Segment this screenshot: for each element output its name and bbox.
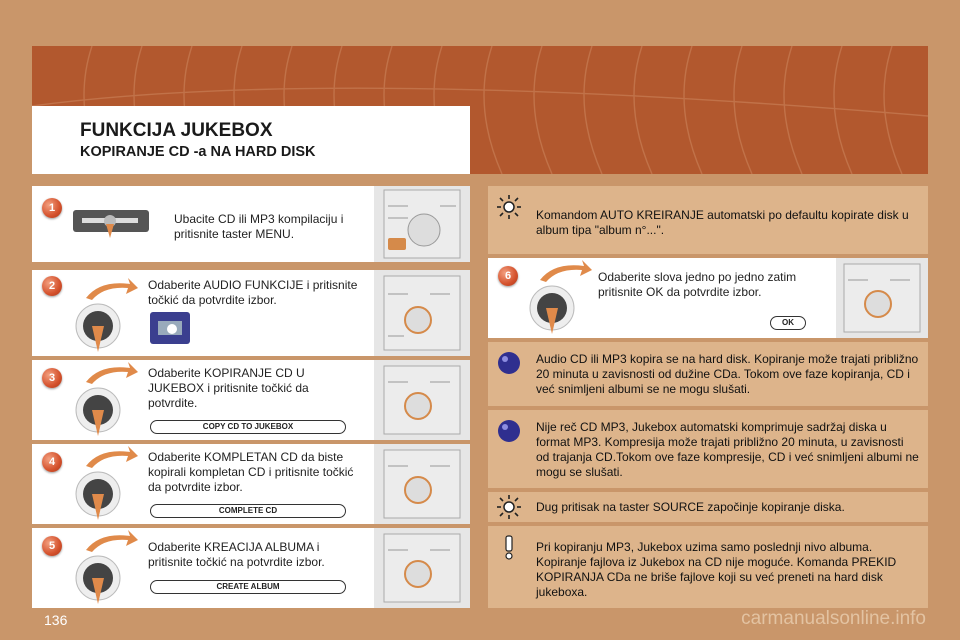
step-2 — [32, 270, 470, 356]
radio-panel-knob — [836, 258, 928, 338]
watermark: carmanualsonline.info — [741, 608, 926, 629]
page-number: 136 — [44, 612, 68, 628]
note-auto-create — [488, 186, 928, 254]
step-6 — [488, 258, 928, 338]
step-number: 3 — [42, 368, 62, 388]
menu-option-pill: COPY CD TO JUKEBOX — [150, 420, 346, 434]
step-text: Odaberite KREACIJA ALBUMA i pritisnite točkić na potvrdite izbor. — [148, 540, 325, 569]
rotary-knob-icon — [524, 260, 594, 338]
rotary-knob-icon — [70, 362, 140, 440]
note-compression — [488, 410, 928, 488]
warning-icon — [496, 534, 522, 560]
radio-panel-knob — [374, 528, 470, 608]
note-text: Audio CD ili MP3 kopira se na hard disk. Kopiranje može trajati približno 20 minuta u zavisnosti od dužine CDa. Tokom ove faze kopiranja, CD i već snimljeni albumi se ne mogu slušati. — [536, 352, 919, 396]
step-number: 5 — [42, 536, 62, 556]
step-4 — [32, 444, 470, 524]
radio-panel-knob — [374, 270, 470, 356]
step-number: 6 — [498, 266, 518, 286]
step-text: Odaberite AUDIO FUNKCIJE i pritisnite točkić da potvrdite izbor. — [148, 278, 358, 307]
page-title: FUNKCIJA JUKEBOX — [80, 120, 273, 141]
note-warning — [488, 526, 928, 608]
step-number: 2 — [42, 276, 62, 296]
step-3 — [32, 360, 470, 440]
note-copy-time — [488, 342, 928, 406]
menu-option-pill: COMPLETE CD — [150, 504, 346, 518]
note-text: Nije reč CD MP3, Jukebox automatski komprimuje sadržaj diska u format MP3. Kompresija može trajati približno 20 minuta, u zavisnosti od trajanja CD.Tokom ove faze kompresije, CD i već snimljeni albumi ne mogu se slušati. — [536, 420, 919, 479]
audio-function-icon — [150, 312, 190, 344]
step-text: Odaberite KOMPLETAN CD da biste kopirali kompletan CD i pritisnite točkić da potvrdite izbor. — [148, 450, 354, 494]
radio-panel-knob — [374, 444, 470, 524]
rotary-knob-icon — [70, 446, 140, 524]
radio-panel-menu — [374, 186, 470, 262]
step-text: Odaberite slova jedno po jedno zatim pritisnite OK da potvrdite izbor. — [598, 270, 797, 299]
ok-pill: OK — [770, 316, 806, 330]
sun-tip-icon — [496, 194, 522, 220]
info-dot-icon — [496, 350, 522, 376]
info-dot-icon — [496, 418, 522, 444]
step-number: 4 — [42, 452, 62, 472]
step-1 — [32, 186, 470, 262]
menu-option-pill: CREATE ALBUM — [150, 580, 346, 594]
sun-tip-icon — [496, 494, 522, 520]
radio-panel-knob — [374, 360, 470, 440]
step-text: Odaberite KOPIRANJE CD U JUKEBOX i pritisnite točkić da potvrdite. — [148, 366, 309, 410]
rotary-knob-icon — [70, 530, 140, 608]
page-subtitle: KOPIRANJE CD -a NA HARD DISK — [80, 144, 316, 160]
cd-slot-icon — [72, 204, 150, 238]
note-text: Dug pritisak na taster SOURCE započinje kopiranje diska. — [536, 500, 845, 514]
note-text: Komandom AUTO KREIRANJE automatski po defaultu kopirate disk u album tipa "album n°...". — [536, 208, 909, 237]
note-source — [488, 492, 928, 522]
step-number: 1 — [42, 198, 62, 218]
note-text: Pri kopiranju MP3, Jukebox uzima samo poslednji nivo albuma. Kopiranje fajlova iz Jukebox na CD nije moguće. Komanda PREKID KOPIRANJA CDa ne briše fajlove koji su već preneti na hard disk jukeboxa. — [536, 540, 897, 599]
rotary-knob-icon — [70, 278, 140, 356]
step-5 — [32, 528, 470, 608]
step-text: Ubacite CD ili MP3 kompilaciju i pritisnite taster MENU. — [174, 212, 344, 241]
title-box — [32, 106, 470, 174]
